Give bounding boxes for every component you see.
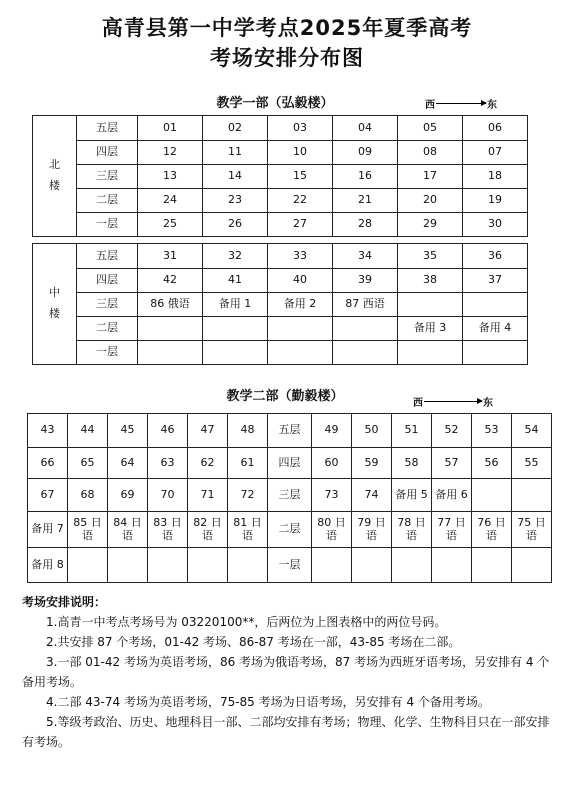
room-cell: 30 xyxy=(463,213,528,237)
room-cell: 42 xyxy=(138,269,203,293)
room-cell: 80 日语 xyxy=(312,512,352,548)
room-cell xyxy=(68,548,108,583)
floor-row xyxy=(33,269,528,293)
room-cell: 07 xyxy=(463,141,528,165)
room-cell xyxy=(472,548,512,583)
room-cell: 50 xyxy=(352,414,392,448)
part2-heading: 教学二部（勤毅楼） xyxy=(226,389,344,404)
room-cell: 87 西语 xyxy=(333,293,398,317)
room-cell: 53 xyxy=(472,414,512,448)
room-cell: 备用 4 xyxy=(463,317,528,341)
middle-building-table xyxy=(32,243,528,365)
room-cell xyxy=(333,341,398,365)
room-cell: 41 xyxy=(203,269,268,293)
room-cell: 56 xyxy=(472,448,512,479)
room-cell: 备用 2 xyxy=(268,293,333,317)
floor-label: 二层 xyxy=(268,512,312,548)
room-cell: 06 xyxy=(463,116,528,141)
room-cell: 58 xyxy=(392,448,432,479)
room-cell: 32 xyxy=(203,244,268,269)
room-cell: 备用 7 xyxy=(28,512,68,548)
room-cell xyxy=(463,341,528,365)
floor-label: 一层 xyxy=(77,341,138,365)
room-cell: 备用 5 xyxy=(392,479,432,512)
building-label-char: 中 xyxy=(49,286,60,300)
room-cell: 19 xyxy=(463,189,528,213)
room-cell: 24 xyxy=(138,189,203,213)
room-cell: 31 xyxy=(138,244,203,269)
room-cell: 74 xyxy=(352,479,392,512)
west-label: 西 xyxy=(413,398,423,409)
room-cell: 35 xyxy=(398,244,463,269)
room-cell: 12 xyxy=(138,141,203,165)
floor-label: 一层 xyxy=(268,548,312,583)
floor-row xyxy=(28,512,552,548)
room-cell: 21 xyxy=(333,189,398,213)
room-cell: 20 xyxy=(398,189,463,213)
floor-label: 三层 xyxy=(77,293,138,317)
note-item: 1.高青一中考点考场号为 03220100**，后两位为上图表格中的两位号码。 xyxy=(46,615,447,629)
part2-building-table xyxy=(27,413,552,583)
part1-heading: 教学一部（弘毅楼） xyxy=(216,96,334,111)
room-cell xyxy=(148,548,188,583)
floor-label: 四层 xyxy=(77,269,138,293)
room-cell: 38 xyxy=(398,269,463,293)
room-cell xyxy=(398,341,463,365)
room-cell xyxy=(203,317,268,341)
room-cell: 18 xyxy=(463,165,528,189)
room-cell: 13 xyxy=(138,165,203,189)
room-cell xyxy=(512,548,552,583)
floor-row xyxy=(33,116,528,141)
room-cell: 备用 8 xyxy=(28,548,68,583)
room-cell: 备用 3 xyxy=(398,317,463,341)
room-cell: 48 xyxy=(228,414,268,448)
room-cell: 51 xyxy=(392,414,432,448)
room-cell: 82 日语 xyxy=(188,512,228,548)
room-cell: 11 xyxy=(203,141,268,165)
floor-row xyxy=(33,141,528,165)
room-cell: 60 xyxy=(312,448,352,479)
room-cell xyxy=(188,548,228,583)
room-cell xyxy=(333,317,398,341)
room-cell: 17 xyxy=(398,165,463,189)
west-label: 西 xyxy=(425,100,435,111)
room-cell xyxy=(512,479,552,512)
floor-label: 一层 xyxy=(77,213,138,237)
room-cell: 84 日语 xyxy=(108,512,148,548)
room-cell: 66 xyxy=(28,448,68,479)
room-cell xyxy=(463,293,528,317)
notes-section xyxy=(22,592,552,752)
room-cell: 63 xyxy=(148,448,188,479)
note-item: 4.二部 43-74 考场为英语考场，75-85 考场为日语考场，另安排有 4 个备用考场。 xyxy=(46,695,490,709)
floor-label: 四层 xyxy=(268,448,312,479)
room-cell: 86 俄语 xyxy=(138,293,203,317)
floor-row xyxy=(33,165,528,189)
room-cell xyxy=(312,548,352,583)
floor-row xyxy=(33,341,528,365)
floor-label: 四层 xyxy=(77,141,138,165)
floor-row xyxy=(33,189,528,213)
room-cell: 72 xyxy=(228,479,268,512)
room-cell: 36 xyxy=(463,244,528,269)
room-cell: 46 xyxy=(148,414,188,448)
room-cell: 16 xyxy=(333,165,398,189)
floor-label: 三层 xyxy=(77,165,138,189)
room-cell: 64 xyxy=(108,448,148,479)
floor-row xyxy=(33,293,528,317)
room-cell: 10 xyxy=(268,141,333,165)
note-item: 5.等级考政治、历史、地理科目一部、二部均安排有考场；物理、化学、生物科目只在一部安排有考场。 xyxy=(22,715,550,749)
room-cell: 33 xyxy=(268,244,333,269)
room-cell xyxy=(268,317,333,341)
room-cell: 37 xyxy=(463,269,528,293)
room-cell: 备用 1 xyxy=(203,293,268,317)
floor-row xyxy=(33,213,528,237)
room-cell: 26 xyxy=(203,213,268,237)
building-label xyxy=(33,116,77,237)
room-cell: 45 xyxy=(108,414,148,448)
floor-label: 五层 xyxy=(268,414,312,448)
room-cell: 03 xyxy=(268,116,333,141)
room-cell: 54 xyxy=(512,414,552,448)
notes-heading: 考场安排说明： xyxy=(22,595,107,609)
floor-row xyxy=(28,448,552,479)
room-cell: 77 日语 xyxy=(432,512,472,548)
room-cell: 47 xyxy=(188,414,228,448)
room-cell: 02 xyxy=(203,116,268,141)
east-label: 东 xyxy=(487,100,497,111)
room-cell: 04 xyxy=(333,116,398,141)
room-cell xyxy=(108,548,148,583)
room-cell xyxy=(138,341,203,365)
room-cell: 85 日语 xyxy=(68,512,108,548)
room-cell: 40 xyxy=(268,269,333,293)
room-cell: 52 xyxy=(432,414,472,448)
room-cell xyxy=(228,548,268,583)
room-cell xyxy=(392,548,432,583)
room-cell: 78 日语 xyxy=(392,512,432,548)
room-cell: 59 xyxy=(352,448,392,479)
building-label xyxy=(33,244,77,365)
room-cell: 68 xyxy=(68,479,108,512)
floor-row xyxy=(28,479,552,512)
room-cell: 75 日语 xyxy=(512,512,552,548)
building-label-char: 北 xyxy=(49,158,60,172)
floor-row xyxy=(33,244,528,269)
room-cell: 22 xyxy=(268,189,333,213)
floor-label: 二层 xyxy=(77,317,138,341)
floor-label: 三层 xyxy=(268,479,312,512)
room-cell: 49 xyxy=(312,414,352,448)
floor-row xyxy=(28,414,552,448)
note-item: 3.一部 01-42 考场为英语考场，86 考场为俄语考场，87 考场为西班牙语考场，另安排有 4 个备用考场。 xyxy=(22,655,550,689)
room-cell: 23 xyxy=(203,189,268,213)
room-cell xyxy=(472,479,512,512)
room-cell: 83 日语 xyxy=(148,512,188,548)
floor-row xyxy=(28,548,552,583)
room-cell: 05 xyxy=(398,116,463,141)
room-cell xyxy=(398,293,463,317)
part2-direction xyxy=(413,394,493,409)
east-label: 东 xyxy=(483,398,493,409)
room-cell: 08 xyxy=(398,141,463,165)
room-cell: 81 日语 xyxy=(228,512,268,548)
north-building-table xyxy=(32,115,528,237)
room-cell: 61 xyxy=(228,448,268,479)
room-cell xyxy=(352,548,392,583)
room-cell: 79 日语 xyxy=(352,512,392,548)
room-cell: 01 xyxy=(138,116,203,141)
room-cell: 39 xyxy=(333,269,398,293)
floor-label: 二层 xyxy=(77,189,138,213)
building-label-char: 楼 xyxy=(49,179,60,192)
room-cell: 28 xyxy=(333,213,398,237)
floor-row xyxy=(33,317,528,341)
room-cell: 67 xyxy=(28,479,68,512)
room-cell: 55 xyxy=(512,448,552,479)
room-cell: 15 xyxy=(268,165,333,189)
room-cell: 43 xyxy=(28,414,68,448)
title-line1: 高青县第一中学考点2025年夏季高考 xyxy=(101,16,473,40)
room-cell: 09 xyxy=(333,141,398,165)
arrow-right-icon xyxy=(424,401,482,402)
floor-label: 五层 xyxy=(77,244,138,269)
room-cell: 44 xyxy=(68,414,108,448)
room-cell: 62 xyxy=(188,448,228,479)
title-line2: 考场安排分布图 xyxy=(210,46,364,70)
arrow-right-icon xyxy=(436,103,486,104)
room-cell: 14 xyxy=(203,165,268,189)
note-item: 2.共安排 87 个考场，01-42 考场、86-87 考场在一部，43-85 考场在二部。 xyxy=(46,635,461,649)
room-cell: 27 xyxy=(268,213,333,237)
room-cell: 70 xyxy=(148,479,188,512)
room-cell: 69 xyxy=(108,479,148,512)
room-cell: 57 xyxy=(432,448,472,479)
room-cell: 65 xyxy=(68,448,108,479)
room-cell: 29 xyxy=(398,213,463,237)
floor-label: 五层 xyxy=(77,116,138,141)
room-cell xyxy=(138,317,203,341)
room-cell xyxy=(268,341,333,365)
room-cell: 71 xyxy=(188,479,228,512)
room-cell: 25 xyxy=(138,213,203,237)
part1-direction xyxy=(425,96,497,111)
room-cell: 34 xyxy=(333,244,398,269)
room-cell xyxy=(432,548,472,583)
room-cell: 备用 6 xyxy=(432,479,472,512)
room-cell xyxy=(203,341,268,365)
room-cell: 73 xyxy=(312,479,352,512)
building-label-char: 楼 xyxy=(49,307,60,320)
room-cell: 76 日语 xyxy=(472,512,512,548)
